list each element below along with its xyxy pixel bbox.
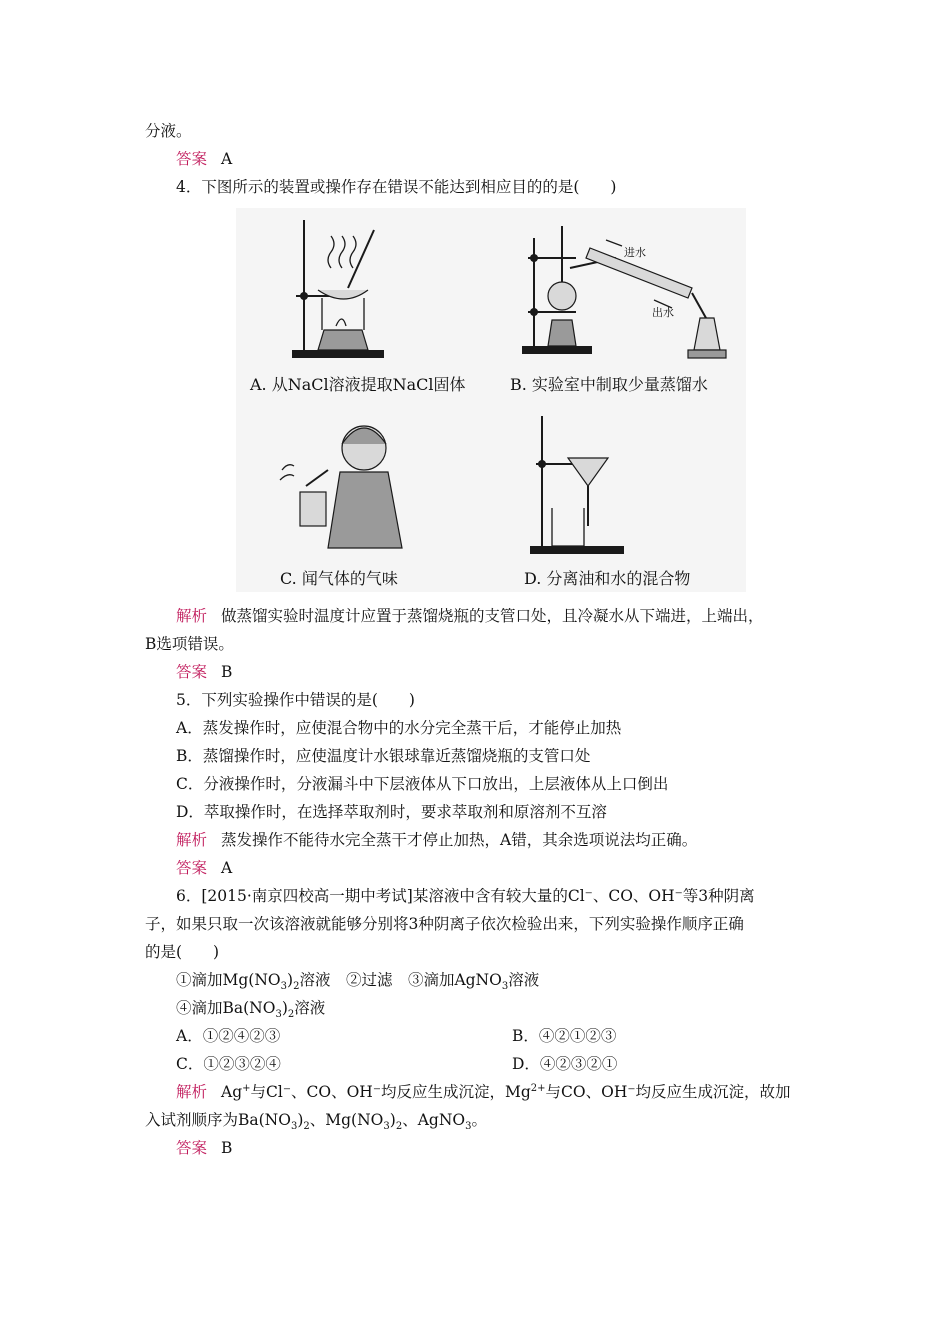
explanation-text: 做蒸馏实验时温度计应置于蒸馏烧瓶的支管口处，且冷凝水从下端进，上端出， [221, 607, 764, 625]
answer-line [176, 1137, 232, 1159]
caption-c: C. 闻气体的气味 [280, 569, 398, 588]
explanation-text: 蒸发操作不能待水完全蒸干才停止加热，A错，其余选项说法均正确。 [221, 831, 698, 849]
label-water-out: 出水 [652, 306, 674, 319]
option-c: C．①②③②④ [176, 1055, 281, 1073]
answer-value: A [221, 859, 233, 877]
answer-line [176, 661, 232, 683]
explanation-6: 解析 Ag+与Cl⁻、CO、OH⁻均反应生成沉淀，$Mg^{2+}$与CO、OH⁻均反应生成沉淀，故加 [176, 1082, 791, 1101]
evaporation-apparatus [292, 220, 384, 358]
question-4: 4．下图所示的装置或操作存在错误不能达到相应目的的是( ) [176, 178, 617, 196]
steps-line-1: ①滴加$Mg(NO_3)_2$溶液 ②过滤 ③滴加AgNO$_3$溶液 [176, 971, 540, 993]
answer-line [176, 148, 232, 170]
answer-label: 答案 [176, 150, 208, 168]
smelling-operation [280, 426, 402, 548]
option-b: B．蒸馏操作时，应使温度计水银球靠近蒸馏烧瓶的支管口处 [176, 747, 591, 765]
caption-d: D. 分离油和水的混合物 [524, 569, 691, 588]
apparatus-figure [236, 208, 746, 592]
text-line: 入试剂顺序为$Ba(NO_3)_2$、$Mg(NO_3)_2$、AgNO$_3$。 [145, 1111, 487, 1133]
text-line: 的是( ) [145, 943, 220, 961]
answer-line [176, 857, 232, 879]
caption-b: B. 实验室中制取少量蒸馏水 [510, 375, 708, 394]
text-line: 分液。 [145, 122, 192, 140]
label-water-in: 进水 [624, 246, 646, 259]
option-d: D．萃取操作时，在选择萃取剂时，要求萃取剂和原溶剂不互溶 [176, 803, 607, 821]
answer-label: 答案 [176, 1139, 208, 1157]
explanation-5 [176, 829, 697, 851]
caption-a: A. 从NaCl溶液提取NaCl固体 [250, 375, 466, 394]
separatory-funnel-apparatus [530, 416, 624, 554]
text-line: 子，如果只取一次该溶液就能够分别将3种阴离子依次检验出来，下列实验操作顺序正确 [145, 915, 744, 933]
explanation-label: 解析 [176, 607, 208, 625]
option-d: D．④②③②① [512, 1055, 618, 1073]
option-a: A．①②④②③ [176, 1027, 281, 1045]
answer-label: 答案 [176, 859, 208, 877]
options-row-1 [176, 1025, 776, 1047]
explanation-label: 解析 [176, 831, 208, 849]
steps-line-2: ④滴加$Ba(NO_3)_2$溶液 [176, 999, 326, 1021]
question-6: 6．[2015·南京四校高一期中考试]某溶液中含有较大量的Cl⁻、CO、OH⁻等3种阴离 [176, 887, 755, 905]
option-a: A．蒸发操作时，应使混合物中的水分完全蒸干后，才能停止加热 [176, 719, 622, 737]
text-line: B选项错误。 [145, 635, 234, 653]
option-b: B．④②①②③ [512, 1027, 617, 1045]
answer-value: B [221, 663, 233, 681]
answer-label: 答案 [176, 663, 208, 681]
explanation-label: 解析 [176, 1083, 208, 1101]
option-c: C．分液操作时，分液漏斗中下层液体从下口放出，上层液体从上口倒出 [176, 775, 669, 793]
answer-value: B [221, 1139, 233, 1157]
options-row-2 [176, 1053, 776, 1075]
question-5: 5．下列实验操作中错误的是( ) [176, 691, 415, 709]
apparatus-drawing [236, 208, 746, 592]
explanation-4 [176, 605, 764, 627]
answer-value: A [221, 150, 233, 168]
